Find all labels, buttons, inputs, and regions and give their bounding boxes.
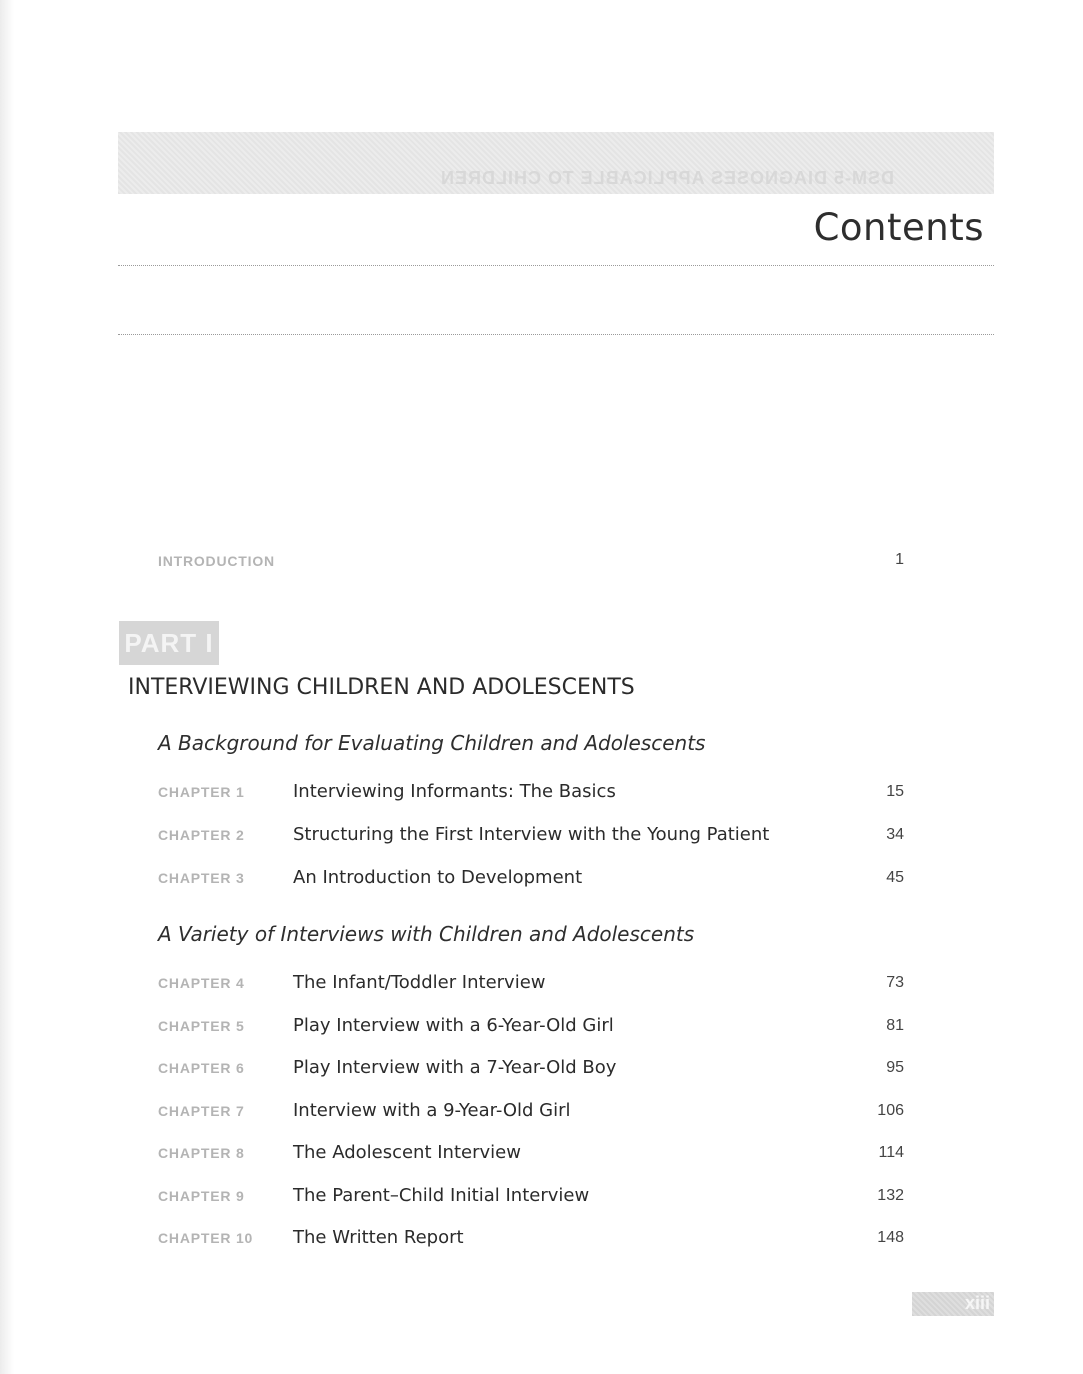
chapter-title: Structuring the First Interview with the Young Patient: [293, 824, 770, 845]
divider-bottom: [118, 334, 994, 335]
folio-page-number: xiii: [964, 1293, 990, 1313]
chapter-title: The Adolescent Interview: [293, 1142, 521, 1163]
page-edge: [0, 0, 14, 1374]
section-heading-background[interactable]: A Background for Evaluating Children and Adolescents: [158, 731, 706, 755]
chapter-label: CHAPTER 3: [158, 870, 245, 886]
toc-entry-chapter-7[interactable]: [158, 1100, 904, 1124]
page-number: 73: [886, 974, 904, 991]
header-band: [118, 132, 994, 194]
page-number: 114: [878, 1144, 904, 1161]
toc-entry-chapter-6[interactable]: [158, 1057, 904, 1081]
page-number: 15: [886, 783, 904, 800]
toc-entry-chapter-2[interactable]: [158, 824, 904, 848]
page-number: 95: [886, 1059, 904, 1076]
chapter-label: CHAPTER 7: [158, 1103, 245, 1119]
header-show-through-text: DSM-5 DIAGNOSES APPLICABLE TO CHILDREN: [439, 168, 894, 188]
chapter-title: Interviewing Informants: The Basics: [293, 781, 616, 802]
chapter-label: CHAPTER 4: [158, 975, 245, 991]
toc-entry-chapter-10[interactable]: [158, 1227, 904, 1251]
toc-entry-chapter-8[interactable]: [158, 1142, 904, 1166]
page-number: 106: [877, 1102, 904, 1119]
chapter-label: CHAPTER 9: [158, 1188, 245, 1204]
page-number: 45: [886, 869, 904, 886]
page-title: Contents: [813, 206, 984, 249]
chapter-title: An Introduction to Development: [293, 867, 583, 888]
chapter-title: Play Interview with a 7-Year-Old Boy: [293, 1057, 617, 1078]
chapter-label: CHAPTER 1: [158, 784, 245, 800]
chapter-label: CHAPTER 10: [158, 1230, 254, 1246]
chapter-title: The Infant/Toddler Interview: [293, 972, 546, 993]
part-title[interactable]: INTERVIEWING CHILDREN AND ADOLESCENTS: [128, 675, 635, 700]
chapter-title: The Parent–Child Initial Interview: [293, 1185, 590, 1206]
page-number: 34: [886, 826, 904, 843]
divider-top: [118, 265, 994, 266]
chapter-title: The Written Report: [293, 1227, 464, 1248]
page-number: 81: [886, 1017, 904, 1034]
toc-entry-chapter-9[interactable]: [158, 1185, 904, 1209]
part-badge: PART I: [119, 621, 219, 665]
page-number: 148: [877, 1229, 904, 1246]
section-heading-variety[interactable]: A Variety of Interviews with Children and Adolescents: [158, 922, 695, 946]
page-number: 132: [877, 1187, 904, 1204]
introduction-label[interactable]: INTRODUCTION: [158, 553, 275, 569]
chapter-label: CHAPTER 6: [158, 1060, 245, 1076]
toc-entry-chapter-5[interactable]: [158, 1015, 904, 1039]
introduction-page-number: 1: [895, 551, 904, 568]
chapter-label: CHAPTER 5: [158, 1018, 245, 1034]
chapter-title: Interview with a 9-Year-Old Girl: [293, 1100, 571, 1121]
folio-tab: [912, 1292, 994, 1316]
chapter-label: CHAPTER 8: [158, 1145, 245, 1161]
chapter-label: CHAPTER 2: [158, 827, 245, 843]
toc-entry-chapter-3[interactable]: [158, 867, 904, 891]
toc-entry-chapter-4[interactable]: [158, 972, 904, 996]
chapter-title: Play Interview with a 6-Year-Old Girl: [293, 1015, 614, 1036]
toc-entry-chapter-1[interactable]: [158, 781, 904, 805]
